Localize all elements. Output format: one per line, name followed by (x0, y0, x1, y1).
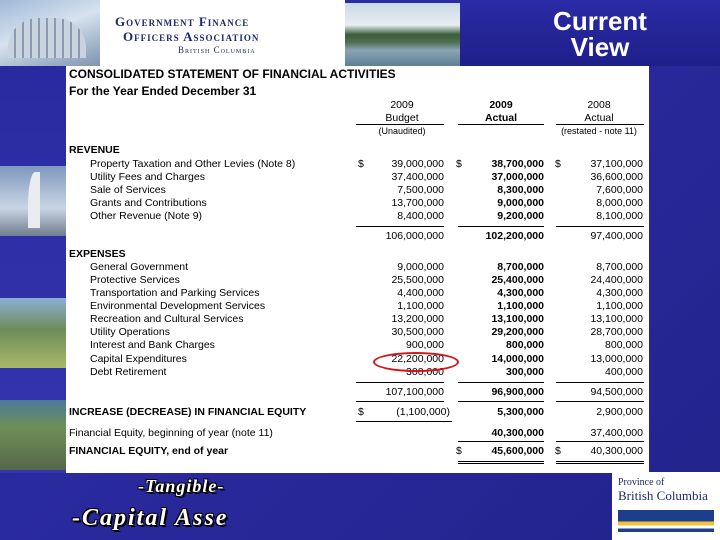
budget-value: 22,200,000 (391, 353, 444, 365)
actual-value: 5,300,000 (497, 406, 544, 418)
actual-value: 800,000 (506, 339, 544, 351)
prior-value: 24,400,000 (590, 274, 643, 286)
col-actual-label: Actual (484, 112, 518, 124)
budget-value: (1,100,000) (396, 406, 450, 418)
actual-value: 9,200,000 (497, 210, 544, 222)
col-budget-note: (Unaudited) (378, 126, 426, 136)
actual-value: 4,300,000 (497, 287, 544, 299)
row-label: Capital Expenditures (90, 353, 187, 365)
prior-value: 8,000,000 (596, 197, 643, 209)
budget-value: 39,000,000 (391, 158, 444, 170)
prior-value: 40,300,000 (590, 445, 643, 457)
currency-symbol: $ (555, 158, 561, 170)
budget-value: 37,400,000 (391, 171, 444, 183)
budget-total: 106,000,000 (385, 230, 444, 242)
actual-value: 40,300,000 (491, 427, 544, 439)
budget-value: 25,500,000 (391, 274, 444, 286)
prior-value: 400,000 (605, 366, 643, 378)
province-line-2: British Columbia (618, 488, 708, 503)
expenses-heading: EXPENSES (69, 248, 126, 260)
actual-total: 102,200,000 (485, 230, 544, 242)
actual-value: 38,700,000 (491, 158, 544, 170)
prior-value: 36,600,000 (590, 171, 643, 183)
prior-value: 7,600,000 (596, 184, 643, 196)
prior-value: 13,100,000 (590, 313, 643, 325)
financial-statement (66, 66, 649, 473)
currency-symbol: $ (456, 158, 462, 170)
prior-value: 800,000 (605, 339, 643, 351)
landscape-photo (0, 298, 66, 368)
budget-value: 1,100,000 (397, 300, 444, 312)
row-label: Protective Services (90, 274, 180, 286)
row-label: Transportation and Parking Services (90, 287, 260, 299)
sculpture-photo (0, 166, 66, 236)
prior-total: 97,400,000 (590, 230, 643, 242)
actual-value: 300,000 (506, 366, 544, 378)
col-budget-label: Budget (385, 112, 419, 124)
budget-value: 8,400,000 (397, 210, 444, 222)
actual-total: 96,900,000 (491, 386, 544, 398)
row-label: General Government (90, 261, 189, 273)
budget-value: 300,000 (406, 366, 444, 378)
row-label: Other Revenue (Note 9) (90, 210, 203, 222)
actual-value: 8,300,000 (497, 184, 544, 196)
view-title (520, 8, 680, 60)
prior-value: 1,100,000 (596, 300, 643, 312)
actual-value: 1,100,000 (497, 300, 544, 312)
actual-value: 14,000,000 (491, 353, 544, 365)
col-actual-year: 2009 (489, 99, 513, 111)
row-label: Sale of Services (90, 184, 166, 196)
prior-value: 37,400,000 (590, 427, 643, 439)
cyclists-photo (0, 400, 66, 470)
header-banner (0, 0, 720, 66)
prior-value: 4,300,000 (596, 287, 643, 299)
currency-symbol: $ (456, 445, 462, 457)
actual-value: 25,400,000 (491, 274, 544, 286)
currency-symbol: $ (358, 158, 364, 170)
actual-value: 9,000,000 (497, 197, 544, 209)
row-label: Environmental Development Services (90, 300, 266, 312)
row-label: Grants and Contributions (90, 197, 207, 209)
row-label: Debt Retirement (90, 366, 167, 378)
view-title-line-1: Current (553, 6, 647, 36)
prior-value: 37,100,000 (590, 158, 643, 170)
province-line-1: Province of (618, 477, 665, 488)
prior-total: 94,500,000 (590, 386, 643, 398)
prior-value: 13,000,000 (590, 353, 643, 365)
col-budget-year: 2009 (390, 99, 414, 111)
gfoa-logo (100, 0, 345, 66)
capital-assets-wordart: -Capital Asse (72, 505, 229, 531)
prior-value: 28,700,000 (590, 326, 643, 338)
actual-value: 37,000,000 (491, 171, 544, 183)
budget-value: 30,500,000 (391, 326, 444, 338)
statement-subtitle: For the Year Ended December 31 (69, 84, 257, 98)
bc-government-logo (612, 472, 720, 540)
statement-title: CONSOLIDATED STATEMENT OF FINANCIAL ACTIVITIES (69, 67, 396, 81)
budget-value: 9,000,000 (397, 261, 444, 273)
row-label: Property Taxation and Other Levies (Note 8) (90, 158, 296, 170)
currency-symbol: $ (358, 406, 364, 418)
prior-value: 8,700,000 (596, 261, 643, 273)
budget-value: 900,000 (406, 339, 444, 351)
budget-value: 13,200,000 (391, 313, 444, 325)
lake-photo (345, 3, 460, 66)
row-label: INCREASE (DECREASE) IN FINANCIAL EQUITY (69, 406, 307, 418)
tangible-wordart: -Tangible- (138, 476, 225, 496)
building-photo (0, 0, 100, 66)
col-prior-label: Actual (584, 112, 614, 124)
actual-value: 8,700,000 (497, 261, 544, 273)
currency-symbol: $ (555, 445, 561, 457)
budget-value: 4,400,000 (397, 287, 444, 299)
budget-total: 107,100,000 (385, 386, 444, 398)
bc-flag-icon (618, 510, 714, 536)
col-prior-year: 2008 (587, 99, 611, 111)
budget-value: 7,500,000 (397, 184, 444, 196)
row-label: Utility Fees and Charges (90, 171, 205, 183)
photo-strip (0, 66, 66, 473)
row-label: Financial Equity, beginning of year (note 11) (69, 427, 273, 439)
actual-value: 13,100,000 (491, 313, 544, 325)
revenue-heading: REVENUE (69, 144, 120, 156)
prior-value: 2,900,000 (596, 406, 643, 418)
actual-value: 29,200,000 (491, 326, 544, 338)
col-prior-note: (restated - note 11) (561, 126, 637, 136)
view-title-line-2: View (570, 32, 630, 62)
prior-value: 8,100,000 (596, 210, 643, 222)
capital-expenditures-highlight-ring (373, 352, 459, 372)
budget-value: 13,700,000 (391, 197, 444, 209)
row-label: Recreation and Cultural Services (90, 313, 244, 325)
actual-value: 45,600,000 (491, 445, 544, 457)
org-line-2: Officers Association (123, 29, 260, 44)
row-label: Interest and Bank Charges (90, 339, 215, 351)
row-label: FINANCIAL EQUITY, end of year (69, 445, 229, 457)
org-line-3: British Columbia (178, 45, 256, 55)
org-line-1: Government Finance (115, 14, 250, 29)
row-label: Utility Operations (90, 326, 170, 338)
